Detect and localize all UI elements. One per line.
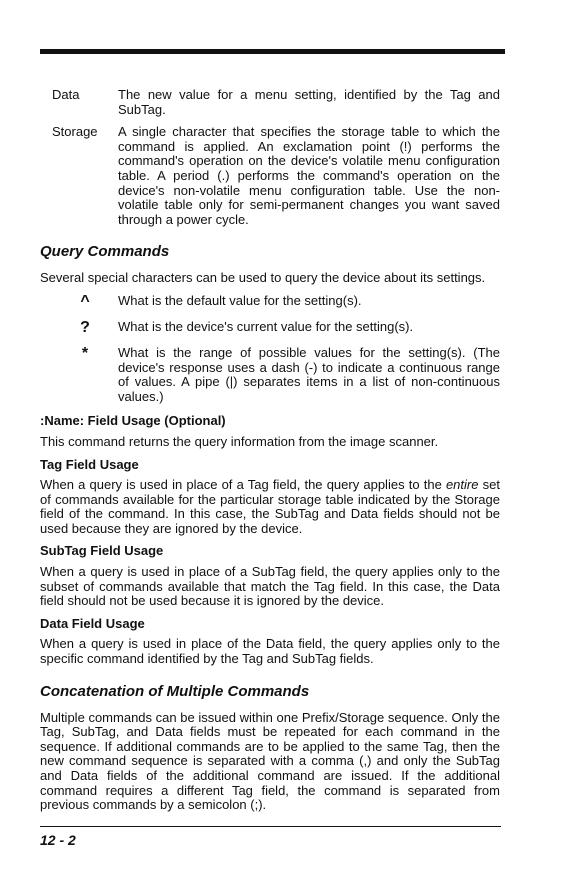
tag-field-emphasis: entire: [445, 477, 479, 493]
definition-description: The new value for a menu setting, identified by the Tag and SubTag.: [118, 87, 500, 117]
query-intro: Several special characters can be used to query the device about its settings.: [40, 270, 486, 286]
subheading-tag-field: Tag Field Usage: [40, 456, 139, 472]
subheading-name-field: :Name: Field Usage (Optional): [40, 413, 226, 429]
query-symbol: ^: [80, 292, 90, 310]
section-heading-query-commands: Query Commands: [40, 243, 170, 261]
subtag-field-text: When a query is used in place of a SubTag field, the query applies only to the subset of commands available that match the Tag field. In this case, the Data field should not be used because it is ignored by the device.: [40, 564, 500, 609]
concatenation-text: Multiple commands can be issued within one Prefix/Storage sequence. Only the Tag, SubTag, and Data fields must be repeated for each command in the sequence. If additional commands are to be applied to the same Tag, then the new command sequence is separated with a comma (,) and only the SubTag and Data fields of the additional command are issued. If the additional command requires a different Tag field, the command is separated from previous commands by a semicolon (;).: [40, 709, 500, 813]
query-description: What is the device's current value for the setting(s).: [118, 318, 414, 334]
query-item: [40, 294, 500, 310]
query-description: What is the default value for the setting(s).: [118, 292, 362, 308]
section-heading-concatenation: Concatenation of Multiple Commands: [40, 682, 310, 700]
definition-description: A single character that specifies the storage table to which the command is applied. An exclamation point (!) performs the command's operation on the device's volatile menu configuration table. A period (.) performs the command's operation on the device's non-volatile menu configuration table. Use the non-volatile table only for semi-permanent changes you want saved through a power cycle.: [118, 124, 500, 227]
query-description: What is the range of possible values for the setting(s). (The device's response uses a dash (-) to indicate a continuous range of values. A pipe (|) separates items in a list of non-continuous values.): [118, 344, 500, 404]
definition-row: [40, 88, 500, 117]
tag-field-text-part: When a query is used in place of a Tag field, the query applies to the: [40, 477, 446, 493]
tag-field-text: [40, 478, 500, 536]
definition-row: [40, 125, 500, 227]
query-symbol: *: [81, 344, 89, 362]
definition-term: Storage: [52, 124, 98, 140]
subheading-data-field: Data Field Usage: [40, 615, 145, 631]
page-number: 12 - 2: [40, 832, 76, 848]
page-body: [40, 88, 500, 821]
header-rule: [40, 49, 505, 54]
subheading-subtag-field: SubTag Field Usage: [40, 543, 164, 559]
query-item: [40, 320, 500, 336]
definition-term: Data: [52, 87, 80, 102]
query-symbol: ?: [80, 318, 90, 336]
query-item: [40, 346, 500, 404]
footer-rule: [40, 826, 501, 827]
tag-field-text-part: set of commands available for the particular storage table indicated by the Storage field of the command. In this case, the SubTag and Data fields should not be used because they are ignored by the device.: [40, 477, 500, 536]
name-field-text: This command returns the query information from the image scanner.: [40, 433, 439, 449]
data-field-text: When a query is used in place of the Data field, the query applies only to the specific command identified by the Tag and SubTag fields.: [40, 636, 500, 667]
